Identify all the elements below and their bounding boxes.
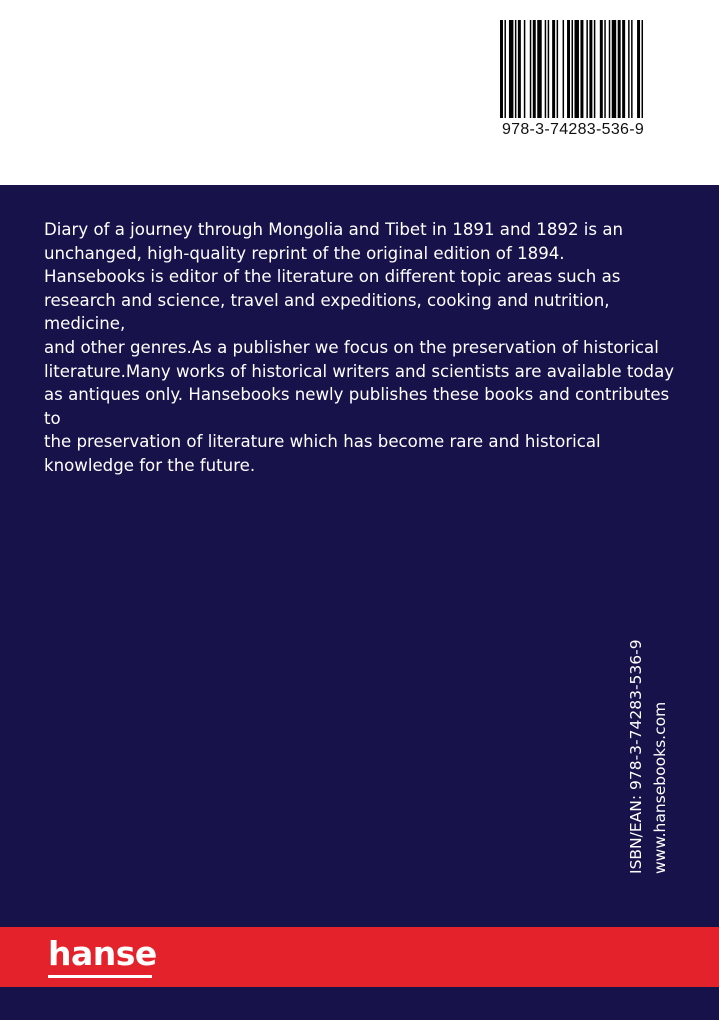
description-line: Hansebooks is editor of the literature on different topic areas such as [44,267,621,287]
barcode-bar [586,20,587,118]
barcode-bar [518,20,521,118]
description-line: literature.Many works of historical writers and scientists are available today [44,361,675,381]
barcode-bar [612,20,616,118]
barcode-bar [509,20,513,118]
barcode-bar [609,20,610,118]
book-description [44,218,684,478]
barcode-bar [604,20,605,118]
barcode-bar [530,20,531,118]
barcode-block [498,20,648,138]
barcode-bar [600,20,603,118]
barcode-bar [537,20,541,118]
barcode-bar [572,20,573,118]
vertical-info-text [624,639,672,874]
barcode-bar [567,20,570,118]
barcode-bar [622,20,625,118]
barcode-bar [563,20,564,118]
logo-underline [48,975,152,978]
description-line: as antiques only. Hansebooks newly publishes these books and contributes to [44,385,670,428]
barcode-bar [552,20,555,118]
barcode-bar [515,20,516,118]
description-line: research and science, travel and expeditions, cooking and nutrition, medicine, [44,290,610,334]
barcode-bar [557,20,558,118]
description-line: the preservation of literature which has become rare and historical [44,432,601,452]
barcode-bar [637,20,640,118]
website-link: www.hansebooks.com [651,701,669,874]
barcode-bar [628,20,629,118]
barcode-area [0,0,719,185]
barcode-bar [589,20,592,118]
barcode-bar [545,20,546,118]
barcode-bar [642,20,643,118]
vertical-info [624,628,672,874]
barcode-bar [548,20,549,118]
barcode-bar [594,20,595,118]
barcode-bar [533,20,536,118]
barcode-bar [524,20,525,118]
description-line: and other genres.As a publisher we focus on the preservation of historical [44,337,659,357]
barcode-bar [504,20,505,118]
hanse-logo: hanse [48,934,157,973]
description-line: knowledge for the future. [44,455,256,475]
barcode-bar [631,20,632,118]
bottom-strip [0,987,719,1020]
barcode-bar [580,20,583,118]
barcode-bar [618,20,621,118]
isbn-ean-label: ISBN/EAN: 978-3-74283-536-9 [627,639,645,874]
barcode-bar [574,20,578,118]
barcode-icon [500,20,646,118]
description-line: unchanged, high-quality reprint of the original edition of 1894. [44,243,565,263]
barcode-bar [500,20,503,118]
barcode-isbn-number: 978-3-74283-536-9 [501,121,645,138]
description-line: Diary of a journey through Mongolia and Tibet in 1891 and 1892 is an [44,220,623,239]
